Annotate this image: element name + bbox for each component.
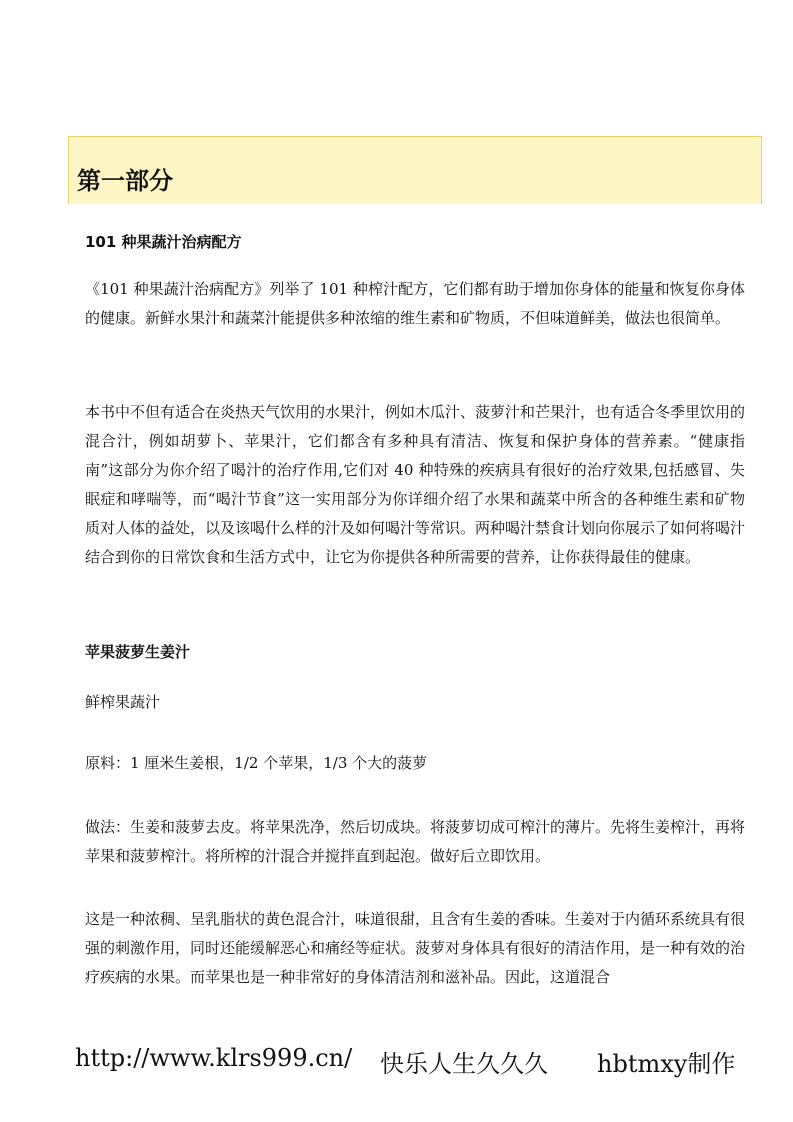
book-heading: 101 种果蔬汁治病配方 bbox=[85, 233, 242, 251]
book-intro-paragraph: 《101 种果蔬汁治病配方》列举了 101 种榨汁配方，它们都有助于增加你身体的能量和恢复你身体的健康。新鲜水果汁和蔬菜汁能提供多种浓缩的维生素和矿物质，不但味道鲜美，做法也很简单。 bbox=[85, 280, 745, 327]
recipe-method-paragraph: 做法：生姜和菠萝去皮。将苹果洗净，然后切成块。将菠萝切成可榨汁的薄片。先将生姜榨汁，再将苹果和菠萝榨汁。将所榨的汁混合并搅拌直到起泡。做好后立即饮用。 bbox=[85, 818, 746, 865]
footer-url-link[interactable]: http://www.klrs999.cn/ bbox=[75, 1044, 353, 1072]
section-banner bbox=[68, 136, 762, 204]
footer-credit: hbtmxy制作 bbox=[597, 1050, 736, 1078]
footer-site-name: 快乐人生久久久 bbox=[380, 1050, 548, 1078]
page-footer bbox=[75, 1044, 736, 1078]
recipe-ingredients: 原料：1 厘米生姜根，1/2 个苹果，1/3 个大的菠萝 bbox=[85, 754, 428, 772]
recipe-title: 苹果菠萝生姜汁 bbox=[85, 643, 191, 661]
recipe-notes-paragraph: 这是一种浓稠、呈乳脂状的黄色混合汁，味道很甜，且含有生姜的香味。生姜对于内循环系统具有很强的刺激作用，同时还能缓解恶心和痛经等症状。菠萝对身体具有很好的清洁作用，是一种有效的治疗疾病的水果。而苹果也是一种非常好的身体清洁剂和滋补品。因此，这道混合 bbox=[85, 910, 746, 986]
recipe-category: 鲜榨果蔬汁 bbox=[85, 693, 161, 711]
section-title: 第一部分 bbox=[77, 167, 173, 195]
book-description-paragraph: 本书中不但有适合在炎热天气饮用的水果汁，例如木瓜汁、菠萝汁和芒果汁，也有适合冬季里饮用的混合汁，例如胡萝卜、苹果汁，它们都含有多种具有清洁、恢复和保护身体的营养素。“健康指南”这部分为你介绍了喝汁的治疗作用,它们对 40 种特殊的疾病具有很好的治疗效果,包括感冒、失眠症和哮喘等，而“喝汁节食”这一实用部分为你详细介绍了水果和蔬菜中所含的各种维生素和矿物质对人体的益处，以及该喝什么样的汁及如何喝汁等常识。两种喝汁禁食计划向你展示了如何将喝汁结合到你的日常饮食和生活方式中，让它为你提供各种所需要的营养，让你获得最佳的健康。 bbox=[85, 403, 746, 566]
